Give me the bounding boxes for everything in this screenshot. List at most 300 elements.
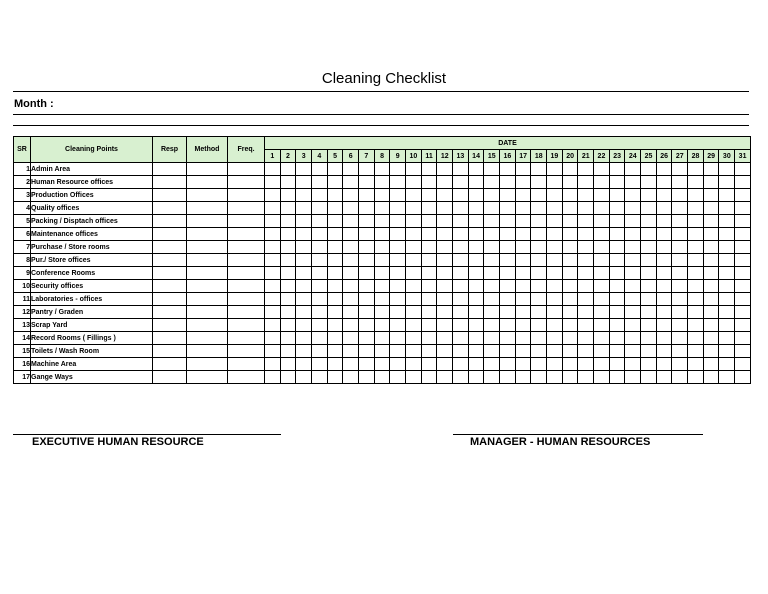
day-cell-20[interactable] [562, 241, 578, 254]
day-cell-17[interactable] [515, 319, 531, 332]
day-cell-13[interactable] [453, 189, 469, 202]
day-cell-15[interactable] [484, 306, 500, 319]
row-resp-cell[interactable] [153, 371, 187, 384]
day-cell-3[interactable] [296, 371, 312, 384]
day-cell-6[interactable] [343, 345, 359, 358]
day-cell-28[interactable] [688, 293, 704, 306]
day-cell-24[interactable] [625, 358, 641, 371]
day-cell-7[interactable] [359, 358, 375, 371]
day-cell-19[interactable] [547, 267, 563, 280]
day-cell-8[interactable] [374, 371, 390, 384]
day-cell-31[interactable] [735, 163, 751, 176]
day-cell-14[interactable] [468, 215, 484, 228]
row-method-cell[interactable] [187, 241, 228, 254]
day-cell-4[interactable] [312, 215, 328, 228]
day-cell-27[interactable] [672, 319, 688, 332]
day-cell-24[interactable] [625, 163, 641, 176]
day-cell-9[interactable] [390, 241, 406, 254]
day-cell-11[interactable] [421, 228, 437, 241]
day-cell-15[interactable] [484, 241, 500, 254]
day-cell-3[interactable] [296, 280, 312, 293]
day-cell-30[interactable] [719, 254, 735, 267]
day-cell-3[interactable] [296, 306, 312, 319]
day-cell-13[interactable] [453, 293, 469, 306]
day-cell-31[interactable] [735, 241, 751, 254]
day-cell-11[interactable] [421, 254, 437, 267]
day-cell-2[interactable] [280, 280, 296, 293]
day-cell-7[interactable] [359, 280, 375, 293]
row-resp-cell[interactable] [153, 332, 187, 345]
day-cell-25[interactable] [641, 241, 657, 254]
day-cell-25[interactable] [641, 306, 657, 319]
day-cell-20[interactable] [562, 215, 578, 228]
row-method-cell[interactable] [187, 332, 228, 345]
day-cell-5[interactable] [327, 319, 343, 332]
day-cell-31[interactable] [735, 280, 751, 293]
day-cell-3[interactable] [296, 215, 312, 228]
day-cell-10[interactable] [406, 215, 422, 228]
day-cell-26[interactable] [656, 241, 672, 254]
day-cell-7[interactable] [359, 371, 375, 384]
day-cell-14[interactable] [468, 163, 484, 176]
day-cell-21[interactable] [578, 215, 594, 228]
day-cell-14[interactable] [468, 254, 484, 267]
day-cell-28[interactable] [688, 267, 704, 280]
day-cell-11[interactable] [421, 319, 437, 332]
day-cell-18[interactable] [531, 267, 547, 280]
day-cell-20[interactable] [562, 228, 578, 241]
day-cell-21[interactable] [578, 228, 594, 241]
day-cell-21[interactable] [578, 280, 594, 293]
day-cell-17[interactable] [515, 202, 531, 215]
day-cell-6[interactable] [343, 228, 359, 241]
day-cell-27[interactable] [672, 215, 688, 228]
day-cell-23[interactable] [609, 358, 625, 371]
day-cell-25[interactable] [641, 319, 657, 332]
day-cell-20[interactable] [562, 293, 578, 306]
day-cell-2[interactable] [280, 228, 296, 241]
day-cell-22[interactable] [594, 189, 610, 202]
day-cell-5[interactable] [327, 332, 343, 345]
row-freq-cell[interactable] [228, 319, 265, 332]
day-cell-21[interactable] [578, 371, 594, 384]
day-cell-9[interactable] [390, 267, 406, 280]
day-cell-9[interactable] [390, 176, 406, 189]
day-cell-4[interactable] [312, 293, 328, 306]
day-cell-22[interactable] [594, 358, 610, 371]
day-cell-23[interactable] [609, 293, 625, 306]
day-cell-1[interactable] [265, 293, 281, 306]
day-cell-5[interactable] [327, 228, 343, 241]
day-cell-2[interactable] [280, 189, 296, 202]
day-cell-16[interactable] [500, 280, 516, 293]
day-cell-15[interactable] [484, 254, 500, 267]
row-freq-cell[interactable] [228, 189, 265, 202]
day-cell-28[interactable] [688, 306, 704, 319]
day-cell-27[interactable] [672, 189, 688, 202]
day-cell-30[interactable] [719, 202, 735, 215]
day-cell-18[interactable] [531, 371, 547, 384]
day-cell-7[interactable] [359, 163, 375, 176]
day-cell-20[interactable] [562, 358, 578, 371]
day-cell-15[interactable] [484, 267, 500, 280]
day-cell-18[interactable] [531, 254, 547, 267]
day-cell-7[interactable] [359, 319, 375, 332]
day-cell-21[interactable] [578, 319, 594, 332]
day-cell-22[interactable] [594, 319, 610, 332]
day-cell-8[interactable] [374, 163, 390, 176]
day-cell-1[interactable] [265, 228, 281, 241]
day-cell-8[interactable] [374, 189, 390, 202]
day-cell-28[interactable] [688, 163, 704, 176]
day-cell-8[interactable] [374, 293, 390, 306]
day-cell-9[interactable] [390, 254, 406, 267]
day-cell-11[interactable] [421, 202, 437, 215]
day-cell-14[interactable] [468, 189, 484, 202]
day-cell-12[interactable] [437, 241, 453, 254]
day-cell-16[interactable] [500, 228, 516, 241]
day-cell-23[interactable] [609, 189, 625, 202]
day-cell-9[interactable] [390, 371, 406, 384]
day-cell-12[interactable] [437, 293, 453, 306]
day-cell-27[interactable] [672, 332, 688, 345]
day-cell-30[interactable] [719, 306, 735, 319]
day-cell-14[interactable] [468, 319, 484, 332]
day-cell-13[interactable] [453, 280, 469, 293]
day-cell-24[interactable] [625, 189, 641, 202]
day-cell-6[interactable] [343, 319, 359, 332]
row-freq-cell[interactable] [228, 163, 265, 176]
day-cell-26[interactable] [656, 332, 672, 345]
day-cell-15[interactable] [484, 345, 500, 358]
day-cell-22[interactable] [594, 345, 610, 358]
day-cell-5[interactable] [327, 267, 343, 280]
day-cell-26[interactable] [656, 228, 672, 241]
day-cell-4[interactable] [312, 228, 328, 241]
day-cell-31[interactable] [735, 202, 751, 215]
day-cell-18[interactable] [531, 189, 547, 202]
row-resp-cell[interactable] [153, 306, 187, 319]
row-resp-cell[interactable] [153, 254, 187, 267]
day-cell-29[interactable] [703, 163, 719, 176]
day-cell-21[interactable] [578, 163, 594, 176]
day-cell-31[interactable] [735, 267, 751, 280]
day-cell-26[interactable] [656, 306, 672, 319]
day-cell-23[interactable] [609, 163, 625, 176]
row-resp-cell[interactable] [153, 215, 187, 228]
row-method-cell[interactable] [187, 189, 228, 202]
day-cell-5[interactable] [327, 293, 343, 306]
day-cell-23[interactable] [609, 267, 625, 280]
day-cell-20[interactable] [562, 202, 578, 215]
day-cell-13[interactable] [453, 267, 469, 280]
day-cell-27[interactable] [672, 176, 688, 189]
day-cell-21[interactable] [578, 202, 594, 215]
day-cell-15[interactable] [484, 358, 500, 371]
day-cell-16[interactable] [500, 371, 516, 384]
day-cell-15[interactable] [484, 163, 500, 176]
day-cell-10[interactable] [406, 280, 422, 293]
day-cell-19[interactable] [547, 358, 563, 371]
day-cell-19[interactable] [547, 280, 563, 293]
day-cell-3[interactable] [296, 163, 312, 176]
day-cell-28[interactable] [688, 345, 704, 358]
day-cell-4[interactable] [312, 319, 328, 332]
day-cell-27[interactable] [672, 202, 688, 215]
day-cell-8[interactable] [374, 332, 390, 345]
day-cell-8[interactable] [374, 215, 390, 228]
day-cell-22[interactable] [594, 280, 610, 293]
day-cell-18[interactable] [531, 358, 547, 371]
day-cell-26[interactable] [656, 163, 672, 176]
day-cell-25[interactable] [641, 189, 657, 202]
day-cell-1[interactable] [265, 176, 281, 189]
day-cell-24[interactable] [625, 293, 641, 306]
day-cell-12[interactable] [437, 280, 453, 293]
day-cell-30[interactable] [719, 280, 735, 293]
day-cell-13[interactable] [453, 358, 469, 371]
row-resp-cell[interactable] [153, 241, 187, 254]
day-cell-25[interactable] [641, 358, 657, 371]
day-cell-28[interactable] [688, 280, 704, 293]
day-cell-16[interactable] [500, 254, 516, 267]
day-cell-25[interactable] [641, 254, 657, 267]
row-resp-cell[interactable] [153, 280, 187, 293]
day-cell-16[interactable] [500, 332, 516, 345]
day-cell-1[interactable] [265, 254, 281, 267]
day-cell-28[interactable] [688, 332, 704, 345]
day-cell-29[interactable] [703, 293, 719, 306]
day-cell-21[interactable] [578, 241, 594, 254]
day-cell-2[interactable] [280, 215, 296, 228]
day-cell-26[interactable] [656, 280, 672, 293]
day-cell-2[interactable] [280, 202, 296, 215]
day-cell-8[interactable] [374, 306, 390, 319]
day-cell-6[interactable] [343, 176, 359, 189]
row-method-cell[interactable] [187, 176, 228, 189]
day-cell-17[interactable] [515, 215, 531, 228]
day-cell-19[interactable] [547, 345, 563, 358]
day-cell-16[interactable] [500, 176, 516, 189]
day-cell-1[interactable] [265, 332, 281, 345]
day-cell-19[interactable] [547, 228, 563, 241]
row-freq-cell[interactable] [228, 215, 265, 228]
day-cell-6[interactable] [343, 241, 359, 254]
day-cell-19[interactable] [547, 202, 563, 215]
day-cell-17[interactable] [515, 241, 531, 254]
day-cell-9[interactable] [390, 189, 406, 202]
day-cell-18[interactable] [531, 345, 547, 358]
day-cell-14[interactable] [468, 267, 484, 280]
day-cell-7[interactable] [359, 241, 375, 254]
day-cell-16[interactable] [500, 293, 516, 306]
day-cell-11[interactable] [421, 371, 437, 384]
day-cell-10[interactable] [406, 345, 422, 358]
day-cell-24[interactable] [625, 332, 641, 345]
day-cell-23[interactable] [609, 215, 625, 228]
day-cell-27[interactable] [672, 345, 688, 358]
day-cell-29[interactable] [703, 306, 719, 319]
day-cell-4[interactable] [312, 267, 328, 280]
day-cell-7[interactable] [359, 254, 375, 267]
day-cell-7[interactable] [359, 176, 375, 189]
day-cell-16[interactable] [500, 306, 516, 319]
day-cell-17[interactable] [515, 163, 531, 176]
day-cell-8[interactable] [374, 345, 390, 358]
day-cell-29[interactable] [703, 215, 719, 228]
day-cell-21[interactable] [578, 293, 594, 306]
day-cell-15[interactable] [484, 215, 500, 228]
day-cell-31[interactable] [735, 215, 751, 228]
day-cell-18[interactable] [531, 228, 547, 241]
row-freq-cell[interactable] [228, 293, 265, 306]
day-cell-24[interactable] [625, 306, 641, 319]
day-cell-2[interactable] [280, 332, 296, 345]
day-cell-29[interactable] [703, 358, 719, 371]
day-cell-7[interactable] [359, 189, 375, 202]
day-cell-19[interactable] [547, 319, 563, 332]
row-resp-cell[interactable] [153, 267, 187, 280]
day-cell-1[interactable] [265, 371, 281, 384]
day-cell-5[interactable] [327, 345, 343, 358]
day-cell-20[interactable] [562, 345, 578, 358]
day-cell-1[interactable] [265, 163, 281, 176]
day-cell-31[interactable] [735, 345, 751, 358]
day-cell-14[interactable] [468, 306, 484, 319]
row-method-cell[interactable] [187, 267, 228, 280]
row-resp-cell[interactable] [153, 202, 187, 215]
day-cell-6[interactable] [343, 280, 359, 293]
day-cell-5[interactable] [327, 306, 343, 319]
day-cell-5[interactable] [327, 280, 343, 293]
row-resp-cell[interactable] [153, 228, 187, 241]
day-cell-1[interactable] [265, 358, 281, 371]
day-cell-16[interactable] [500, 189, 516, 202]
day-cell-23[interactable] [609, 228, 625, 241]
day-cell-27[interactable] [672, 254, 688, 267]
day-cell-30[interactable] [719, 189, 735, 202]
day-cell-7[interactable] [359, 228, 375, 241]
day-cell-13[interactable] [453, 319, 469, 332]
day-cell-30[interactable] [719, 228, 735, 241]
day-cell-22[interactable] [594, 176, 610, 189]
day-cell-4[interactable] [312, 241, 328, 254]
day-cell-24[interactable] [625, 202, 641, 215]
day-cell-15[interactable] [484, 280, 500, 293]
day-cell-10[interactable] [406, 189, 422, 202]
day-cell-16[interactable] [500, 319, 516, 332]
day-cell-16[interactable] [500, 163, 516, 176]
day-cell-5[interactable] [327, 163, 343, 176]
day-cell-6[interactable] [343, 371, 359, 384]
day-cell-14[interactable] [468, 202, 484, 215]
day-cell-13[interactable] [453, 228, 469, 241]
day-cell-13[interactable] [453, 345, 469, 358]
day-cell-11[interactable] [421, 163, 437, 176]
day-cell-24[interactable] [625, 215, 641, 228]
day-cell-10[interactable] [406, 358, 422, 371]
day-cell-15[interactable] [484, 293, 500, 306]
day-cell-14[interactable] [468, 345, 484, 358]
day-cell-20[interactable] [562, 254, 578, 267]
row-method-cell[interactable] [187, 345, 228, 358]
day-cell-3[interactable] [296, 319, 312, 332]
day-cell-4[interactable] [312, 254, 328, 267]
day-cell-21[interactable] [578, 358, 594, 371]
row-resp-cell[interactable] [153, 176, 187, 189]
day-cell-2[interactable] [280, 293, 296, 306]
day-cell-14[interactable] [468, 293, 484, 306]
day-cell-24[interactable] [625, 345, 641, 358]
day-cell-25[interactable] [641, 163, 657, 176]
day-cell-28[interactable] [688, 358, 704, 371]
day-cell-5[interactable] [327, 215, 343, 228]
day-cell-27[interactable] [672, 163, 688, 176]
row-method-cell[interactable] [187, 371, 228, 384]
day-cell-1[interactable] [265, 202, 281, 215]
day-cell-29[interactable] [703, 189, 719, 202]
day-cell-10[interactable] [406, 306, 422, 319]
day-cell-12[interactable] [437, 306, 453, 319]
day-cell-11[interactable] [421, 293, 437, 306]
day-cell-2[interactable] [280, 371, 296, 384]
day-cell-22[interactable] [594, 332, 610, 345]
day-cell-20[interactable] [562, 306, 578, 319]
day-cell-23[interactable] [609, 345, 625, 358]
day-cell-30[interactable] [719, 215, 735, 228]
day-cell-13[interactable] [453, 176, 469, 189]
day-cell-4[interactable] [312, 176, 328, 189]
day-cell-23[interactable] [609, 371, 625, 384]
day-cell-23[interactable] [609, 319, 625, 332]
day-cell-29[interactable] [703, 254, 719, 267]
day-cell-3[interactable] [296, 358, 312, 371]
day-cell-5[interactable] [327, 241, 343, 254]
day-cell-25[interactable] [641, 371, 657, 384]
day-cell-20[interactable] [562, 267, 578, 280]
day-cell-16[interactable] [500, 202, 516, 215]
day-cell-18[interactable] [531, 280, 547, 293]
row-resp-cell[interactable] [153, 293, 187, 306]
day-cell-11[interactable] [421, 176, 437, 189]
day-cell-10[interactable] [406, 332, 422, 345]
day-cell-10[interactable] [406, 254, 422, 267]
row-method-cell[interactable] [187, 215, 228, 228]
day-cell-19[interactable] [547, 241, 563, 254]
day-cell-17[interactable] [515, 371, 531, 384]
day-cell-27[interactable] [672, 306, 688, 319]
day-cell-14[interactable] [468, 241, 484, 254]
day-cell-12[interactable] [437, 332, 453, 345]
day-cell-12[interactable] [437, 202, 453, 215]
day-cell-31[interactable] [735, 176, 751, 189]
day-cell-10[interactable] [406, 202, 422, 215]
day-cell-17[interactable] [515, 254, 531, 267]
day-cell-7[interactable] [359, 306, 375, 319]
day-cell-2[interactable] [280, 176, 296, 189]
day-cell-29[interactable] [703, 228, 719, 241]
day-cell-27[interactable] [672, 241, 688, 254]
day-cell-29[interactable] [703, 332, 719, 345]
day-cell-2[interactable] [280, 163, 296, 176]
day-cell-25[interactable] [641, 267, 657, 280]
day-cell-19[interactable] [547, 215, 563, 228]
day-cell-27[interactable] [672, 371, 688, 384]
day-cell-25[interactable] [641, 293, 657, 306]
day-cell-16[interactable] [500, 241, 516, 254]
day-cell-11[interactable] [421, 280, 437, 293]
day-cell-7[interactable] [359, 202, 375, 215]
